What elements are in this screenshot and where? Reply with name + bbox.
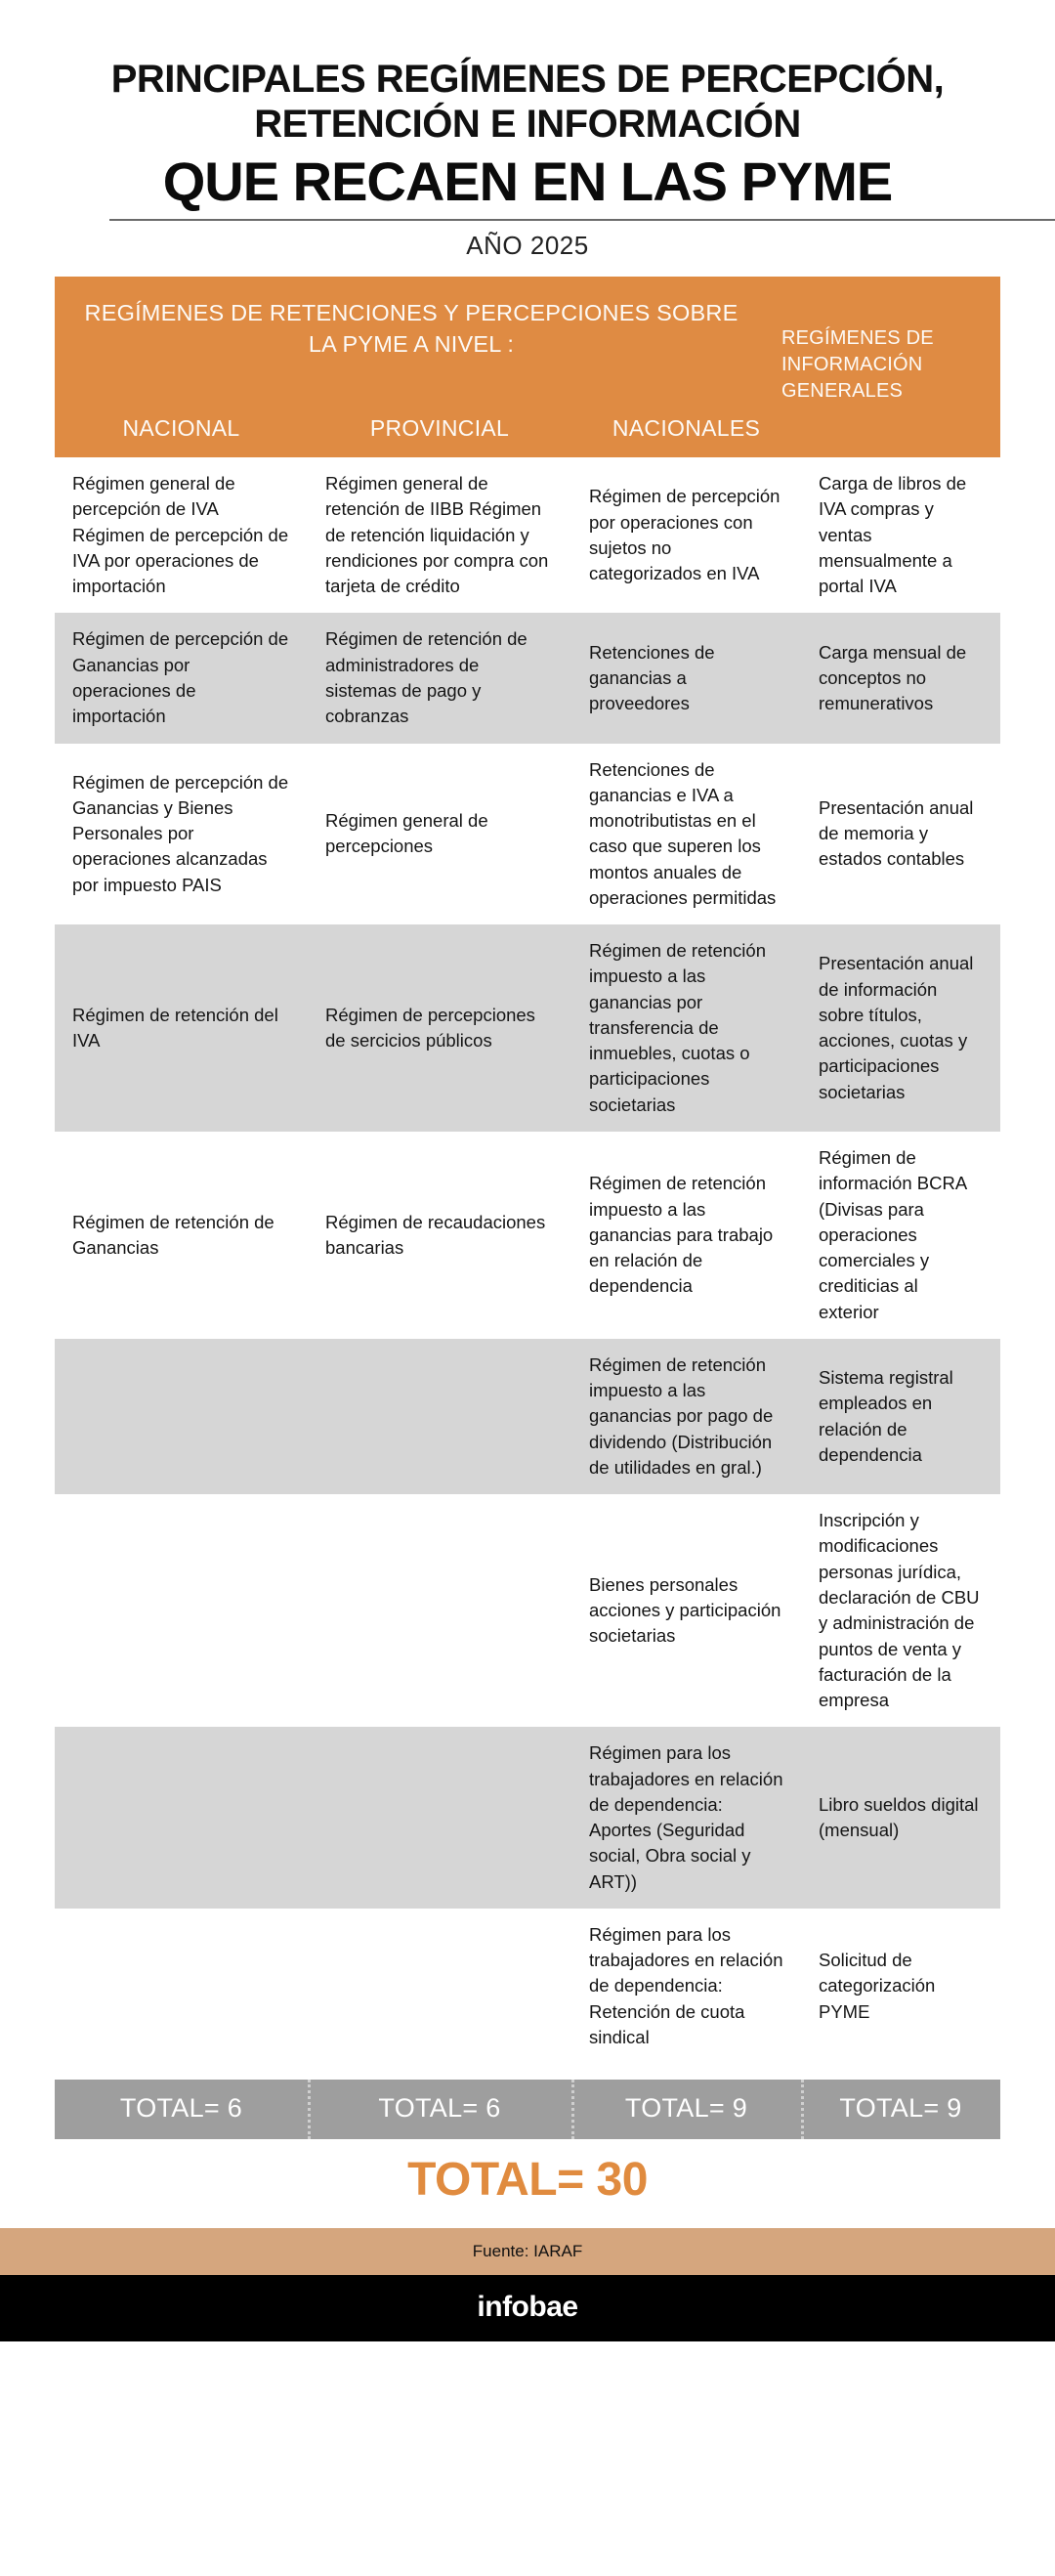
table-cell bbox=[571, 1132, 801, 1339]
regimes-table bbox=[55, 277, 1000, 2228]
cell-text: Régimen de información BCRA (Divisas para operaciones comerciales y crediticias al exterior bbox=[819, 1147, 967, 1322]
table-cell bbox=[571, 744, 801, 925]
table-body bbox=[55, 457, 1000, 2064]
cell-text: Presentación anual de información sobre títulos, acciones, cuotas y participaciones societarias bbox=[819, 953, 974, 1102]
table-cell bbox=[571, 1727, 801, 1909]
cell-text: Régimen de retención impuesto a las ganancias por pago de dividendo (Distribución de utilidades en gral.) bbox=[589, 1353, 774, 1478]
table-row bbox=[55, 1727, 1000, 1909]
table-cell bbox=[571, 1909, 801, 2064]
table-cell bbox=[55, 1727, 308, 1909]
table-cell bbox=[801, 1132, 1000, 1339]
cell-text: Régimen general de retención de IIBB Régimen de retención liquidación y rendiciones por compra con tarjeta de crédito bbox=[325, 473, 549, 597]
cell-text: Régimen para los trabajadores en relación de dependencia: Aportes (Seguridad social, Obra social y ART)) bbox=[589, 1742, 783, 1892]
table-cell bbox=[308, 1494, 571, 1727]
table-row bbox=[55, 1909, 1000, 2064]
table-cell bbox=[801, 924, 1000, 1132]
cell-text: Régimen de retención impuesto a las ganancias por transferencia de inmuebles, cuotas o participaciones societarias bbox=[589, 940, 766, 1115]
cell-text: Régimen de recaudaciones bancarias bbox=[325, 1211, 546, 1258]
table-cell bbox=[55, 1494, 308, 1727]
table-cell bbox=[308, 1132, 571, 1339]
cell-text: Régimen de retención del IVA bbox=[72, 1004, 278, 1052]
table-cell bbox=[308, 744, 571, 925]
cell-text: Régimen de percepción de Ganancias y Bienes Personales por operaciones alcanzadas por impuesto PAIS bbox=[72, 771, 289, 895]
table-row bbox=[55, 924, 1000, 1132]
year-subtitle: AÑO 2025 bbox=[466, 231, 589, 261]
table-row bbox=[55, 457, 1000, 613]
table-cell bbox=[571, 613, 801, 743]
source-bar bbox=[0, 2228, 1055, 2275]
total-generales: TOTAL= 9 bbox=[839, 2093, 962, 2124]
column-header-nacionales: NACIONALES bbox=[612, 415, 761, 442]
cell-text: Solicitud de categorización PYME bbox=[819, 1950, 936, 2022]
table-cell bbox=[308, 613, 571, 743]
table-cell bbox=[55, 924, 308, 1132]
header-group-title: REGÍMENES DE RETENCIONES Y PERCEPCIONES SOBRE LA PYME A NIVEL : bbox=[84, 300, 738, 358]
cell-text: Bienes personales acciones y participación societarias bbox=[589, 1573, 781, 1647]
table-header bbox=[55, 277, 1000, 457]
cell-text: Régimen de retención impuesto a las ganancias para trabajo en relación de dependencia bbox=[589, 1173, 774, 1297]
cell-text: Carga mensual de conceptos no remunerativos bbox=[819, 641, 967, 714]
table-header-top-row bbox=[55, 277, 1000, 413]
table-cell bbox=[308, 1339, 571, 1494]
table-header-sub-row bbox=[55, 413, 1000, 457]
total-nacionales: TOTAL= 9 bbox=[624, 2093, 748, 2124]
table-cell bbox=[55, 457, 308, 613]
column-header-provincial: PROVINCIAL bbox=[369, 415, 510, 442]
cell-text: Régimen general de percepción de IVA Régimen de percepción de IVA por operaciones de importación bbox=[72, 473, 289, 597]
source-label: Fuente: IARAF bbox=[472, 2242, 583, 2261]
table-cell bbox=[801, 744, 1000, 925]
table-cell bbox=[801, 1727, 1000, 1909]
table-cell bbox=[55, 613, 308, 743]
table-cell bbox=[801, 457, 1000, 613]
cell-text: Libro sueldos digital (mensual) bbox=[819, 1793, 979, 1841]
brand-bar bbox=[0, 2275, 1055, 2341]
cell-text: Sistema registral empleados en relación de dependencia bbox=[819, 1366, 953, 1465]
table-cell bbox=[55, 1132, 308, 1339]
cell-text: Régimen de retención de Ganancias bbox=[72, 1211, 274, 1258]
table-cell bbox=[801, 1909, 1000, 2064]
column-header-nacional: NACIONAL bbox=[122, 415, 240, 442]
page-title-line-3: QUE RECAEN EN LAS PYME bbox=[162, 150, 893, 212]
table-cell bbox=[571, 924, 801, 1132]
cell-text: Régimen general de percepciones bbox=[325, 810, 488, 857]
table-cell bbox=[308, 924, 571, 1132]
grand-total: TOTAL= 30 bbox=[407, 2154, 648, 2207]
table-cell bbox=[308, 1909, 571, 2064]
cell-text: Presentación anual de memoria y estados contables bbox=[819, 796, 974, 870]
header-general-title: REGÍMENES DE INFORMACIÓN GENERALES bbox=[781, 327, 934, 402]
table-row bbox=[55, 1132, 1000, 1339]
cell-text: Retenciones de ganancias e IVA a monotributistas en el caso que superen los montos anuales de operaciones permitidas bbox=[589, 758, 777, 908]
table-cell bbox=[308, 457, 571, 613]
cell-text: Régimen de retención de administradores de sistemas de pago y cobranzas bbox=[325, 628, 528, 727]
table-row bbox=[55, 1339, 1000, 1494]
column-header-generales-spacer bbox=[801, 413, 1000, 442]
infobae-logo: infobae bbox=[477, 2291, 578, 2324]
table-cell bbox=[801, 1494, 1000, 1727]
table-cell bbox=[55, 744, 308, 925]
table-cell bbox=[308, 1727, 571, 1909]
page-title-line-1: PRINCIPALES REGÍMENES DE PERCEPCIÓN, bbox=[110, 58, 945, 101]
table-cell bbox=[55, 1339, 308, 1494]
cell-text: Régimen de percepciones de sercicios públicos bbox=[325, 1004, 535, 1052]
cell-text: Carga de libros de IVA compras y ventas mensualmente a portal IVA bbox=[819, 473, 967, 597]
table-cell bbox=[801, 613, 1000, 743]
page-title-line-2: RETENCIÓN E INFORMACIÓN bbox=[254, 103, 801, 147]
table-row bbox=[55, 744, 1000, 925]
table-cell bbox=[571, 1339, 801, 1494]
cell-text: Inscripción y modificaciones personas jurídica, declaración de CBU y administración de puntos de venta y facturación de la empresa bbox=[819, 1510, 980, 1711]
cell-text: Régimen de percepción por operaciones con sujetos no categorizados en IVA bbox=[589, 486, 781, 584]
cell-text: Régimen de percepción de Ganancias por operaciones de importación bbox=[72, 628, 289, 727]
total-nacional: TOTAL= 6 bbox=[119, 2093, 243, 2124]
table-row bbox=[55, 1494, 1000, 1727]
total-provincial: TOTAL= 6 bbox=[378, 2093, 501, 2124]
table-cell bbox=[571, 457, 801, 613]
cell-text: Retenciones de ganancias a proveedores bbox=[589, 641, 715, 714]
title-block bbox=[0, 0, 1055, 277]
cell-text: Régimen para los trabajadores en relación de dependencia: Retención de cuota sindical bbox=[589, 1923, 783, 2047]
table-cell bbox=[571, 1494, 801, 1727]
table-cell bbox=[55, 1909, 308, 2064]
totals-row bbox=[55, 2080, 1000, 2139]
table-row bbox=[55, 613, 1000, 743]
table-cell bbox=[801, 1339, 1000, 1494]
